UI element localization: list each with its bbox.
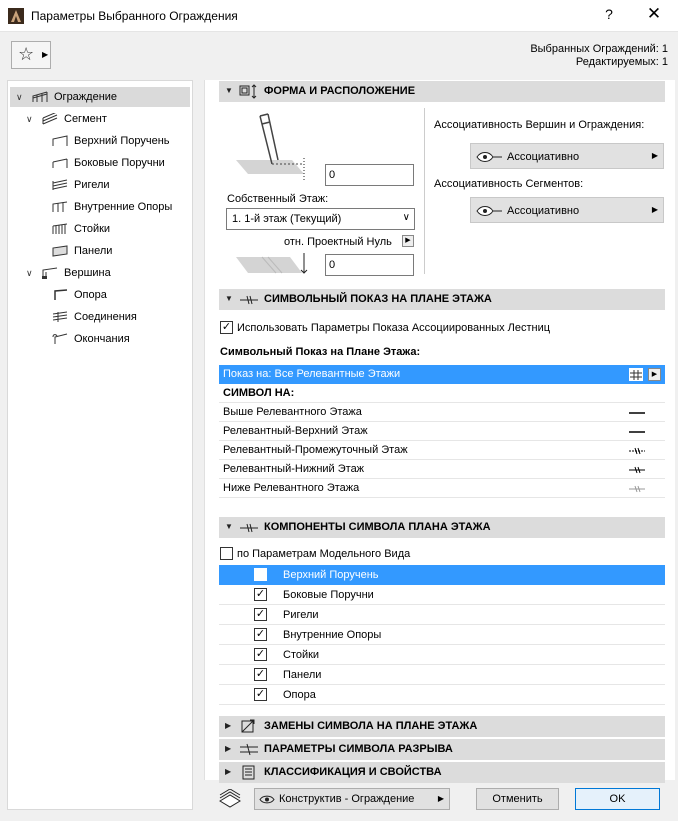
- home-story-select[interactable]: 1. 1-й этаж (Текущий) ∨: [226, 208, 415, 230]
- post-icon: [52, 289, 68, 301]
- chevron-down-icon: ∨: [402, 212, 410, 223]
- use-stair-settings-checkbox[interactable]: ✓: [221, 321, 232, 333]
- floor-plan-symbol-icon: [239, 292, 259, 307]
- arrow-right-icon: ▶: [651, 151, 658, 160]
- list-item[interactable]: Релевантный-Нижний Этаж: [219, 460, 665, 479]
- favorites-button[interactable]: [11, 41, 51, 69]
- assoc-vertices-label: Ассоциативность Вершин и Ограждения:: [434, 119, 645, 131]
- assoc-segments-button[interactable]: Ассоциативно ▶: [470, 197, 664, 223]
- connections-icon: [52, 311, 68, 323]
- list-item[interactable]: Ниже Релевантного Этажа: [219, 479, 665, 498]
- component-row-inner-posts[interactable]: ✓ Внутренние Опоры: [219, 625, 665, 645]
- chevron-down-icon[interactable]: ∨: [16, 92, 23, 102]
- settings-tree: ∨ Ограждение ∨ Сегмент Верхний Поручень Боковые Поручни Ригели Внутренние Опоры Стойки Панели ∨ Вершина Опора Соединения Окончания: [7, 80, 193, 810]
- divider: [424, 108, 425, 274]
- help-button[interactable]: ?: [605, 6, 613, 22]
- component-row-top-rail[interactable]: ✓ Верхний Поручень: [219, 565, 665, 585]
- stories-icon: [629, 368, 643, 381]
- by-model-view-checkbox[interactable]: [220, 547, 233, 560]
- relative-to-menu-button[interactable]: ▶: [402, 235, 414, 247]
- arrow-right-icon: ▶: [437, 794, 444, 803]
- assoc-segments-label: Ассоциативность Сегментов:: [434, 178, 584, 190]
- triangle-down-icon: ▼: [225, 294, 233, 303]
- elevation-preview: [232, 251, 314, 281]
- triangle-down-icon: ▼: [225, 522, 233, 531]
- chevron-down-icon[interactable]: ∨: [26, 114, 33, 124]
- offset-input[interactable]: 0: [325, 164, 414, 186]
- arrow-right-icon[interactable]: ▶: [648, 368, 661, 381]
- component-checkbox[interactable]: ✓: [255, 648, 266, 660]
- solid-line-icon: [629, 408, 645, 418]
- show-on-stories-row[interactable]: Показ на: Все Релевантные Этажи ▶: [219, 365, 665, 384]
- break-line-icon: [629, 446, 645, 456]
- home-story-label: Собственный Этаж:: [227, 193, 329, 205]
- section-header-classification[interactable]: ▶ КЛАССИФИКАЦИЯ И СВОЙСТВА: [219, 762, 665, 783]
- layer-icon: [218, 789, 242, 809]
- balusters-icon: [52, 223, 68, 235]
- star-icon: ☆: [18, 44, 35, 64]
- component-checkbox[interactable]: ✓: [255, 668, 266, 680]
- tree-item-railing[interactable]: ∨ Ограждение: [10, 87, 190, 107]
- railing-elevation-preview: [232, 108, 314, 190]
- section-header-symbol[interactable]: ▼ СИМВОЛЬНЫЙ ПОКАЗ НА ПЛАНЕ ЭТАЖА: [219, 289, 665, 310]
- triangle-right-icon: ▶: [225, 721, 232, 730]
- component-checkbox[interactable]: ✓: [255, 608, 266, 620]
- component-row-panels[interactable]: ✓ Панели: [219, 665, 665, 685]
- segment-icon: [42, 113, 58, 125]
- arrow-right-icon: ▶: [651, 205, 658, 214]
- association-icon: [475, 204, 503, 218]
- symbol-display-subtitle: Символьный Показ на Плане Этажа:: [220, 346, 421, 358]
- section-header-overrides[interactable]: ▶ ЗАМЕНЫ СИМВОЛА НА ПЛАНЕ ЭТАЖА: [219, 716, 665, 737]
- rails-icon: [52, 179, 68, 191]
- shape-position-icon: [239, 84, 259, 99]
- component-checkbox[interactable]: ✓: [255, 628, 266, 640]
- editable-count: Редактируемых: 1: [575, 56, 668, 68]
- override-icon: [239, 719, 259, 734]
- eye-icon: [259, 794, 275, 805]
- close-button[interactable]: ✕: [646, 4, 662, 23]
- section-header-shape[interactable]: ▼ ФОРМА И РАСПОЛОЖЕНИЕ: [219, 81, 665, 102]
- component-row-rails[interactable]: ✓ Ригели: [219, 605, 665, 625]
- title-bar: [0, 0, 678, 32]
- break-symbol-icon: [239, 742, 259, 757]
- use-stair-settings-label: Использовать Параметры Показа Ассоциированных Лестниц: [237, 322, 551, 334]
- list-item[interactable]: Выше Релевантного Этажа: [219, 403, 665, 422]
- arrow-right-icon: ▶: [42, 50, 49, 59]
- classification-icon: [239, 765, 259, 780]
- node-icon: [42, 267, 58, 279]
- cancel-button[interactable]: Отменить: [476, 788, 559, 810]
- ok-button[interactable]: OK: [575, 788, 660, 810]
- handrail-icon: [52, 157, 68, 169]
- break-line-icon: [629, 484, 645, 494]
- component-row-post[interactable]: ✓ Опора: [219, 685, 665, 705]
- triangle-right-icon: ▶: [225, 744, 232, 753]
- inner-posts-icon: [52, 201, 68, 213]
- selected-count: Выбранных Ограждений: 1: [530, 43, 668, 55]
- break-line-icon: [629, 465, 645, 475]
- component-row-balusters[interactable]: ✓ Стойки: [219, 645, 665, 665]
- triangle-right-icon: ▶: [225, 767, 232, 776]
- section-header-break-symbol[interactable]: ▶ ПАРАМЕТРЫ СИМВОЛА РАЗРЫВА: [219, 739, 665, 760]
- component-checkbox[interactable]: ✓: [255, 588, 266, 600]
- floor-plan-symbol-icon: [239, 520, 259, 535]
- component-checkbox[interactable]: ✓: [255, 688, 266, 700]
- layer-select[interactable]: Конструктив - Ограждение ▶: [254, 788, 450, 810]
- app-icon: [8, 8, 24, 24]
- elevation-input[interactable]: 0: [325, 254, 414, 276]
- relative-to-label: отн. Проектный Нуль: [284, 236, 392, 248]
- chevron-down-icon[interactable]: ∨: [26, 268, 33, 278]
- list-item[interactable]: Релевантный-Промежуточный Этаж: [219, 441, 665, 460]
- component-row-handrails[interactable]: ✓ Боковые Поручни: [219, 585, 665, 605]
- triangle-down-icon: ▼: [225, 86, 233, 95]
- ends-icon: [52, 333, 68, 345]
- assoc-vertices-button[interactable]: Ассоциативно ▶: [470, 143, 664, 169]
- top-rail-icon: [52, 135, 68, 147]
- symbol-on-header: СИМВОЛ НА:: [219, 384, 665, 403]
- section-header-components[interactable]: ▼ КОМПОНЕНТЫ СИМВОЛА ПЛАНА ЭТАЖА: [219, 517, 665, 538]
- list-item[interactable]: Релевантный-Верхний Этаж: [219, 422, 665, 441]
- by-model-view-label: по Параметрам Модельного Вида: [237, 548, 411, 560]
- solid-line-icon: [629, 427, 645, 437]
- window-title: Параметры Выбранного Ограждения: [31, 9, 238, 23]
- component-checkbox[interactable]: ✓: [255, 568, 266, 580]
- association-icon: [475, 150, 503, 164]
- railing-icon: [32, 91, 48, 103]
- panels-icon: [52, 245, 68, 257]
